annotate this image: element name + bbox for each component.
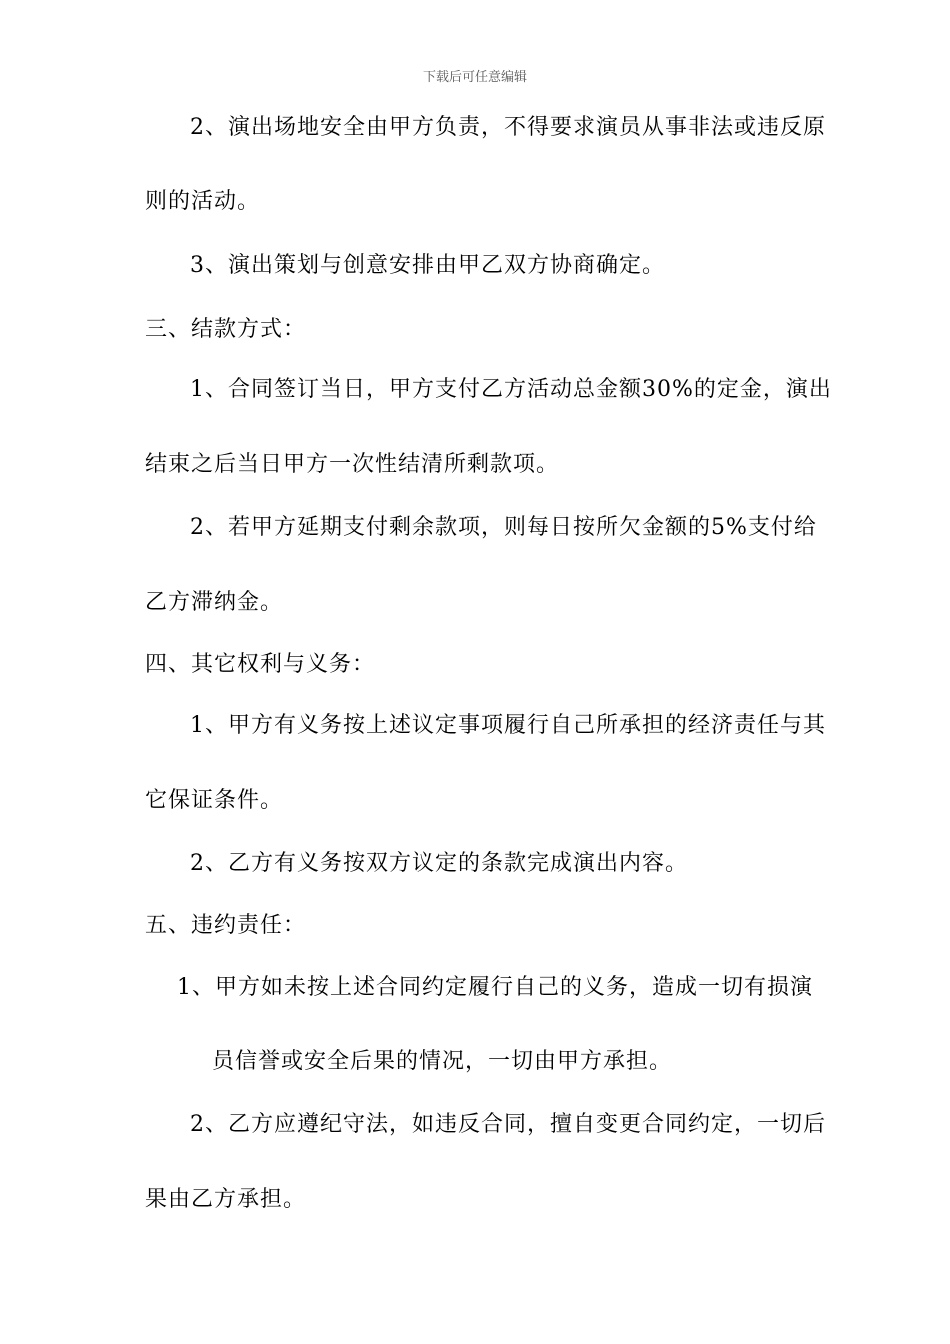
- liability-clause-2-line-1: 2、乙方应遵纪守法，如违反合同，擅自变更合同约定，一切后: [190, 1112, 826, 1137]
- payment-clause-1-line-2: 结束之后当日甲方一次性结清所剩款项。: [145, 452, 560, 477]
- section-heading-liability: 五、违约责任：: [145, 913, 307, 938]
- section-heading-rights: 四、其它权利与义务：: [145, 652, 376, 677]
- payment-clause-1-line-1: 1、合同签订当日，甲方支付乙方活动总金额30%的定金，演出: [190, 377, 832, 402]
- rights-clause-2: 2、乙方有义务按双方议定的条款完成演出内容。: [190, 851, 688, 876]
- payment-clause-2-line-1: 2、若甲方延期支付剩余款项，则每日按所欠金额的5%支付给: [190, 515, 817, 540]
- section-heading-payment: 三、结款方式：: [145, 317, 307, 342]
- liability-clause-1-line-1: 1、甲方如未按上述合同约定履行自己的义务，造成一切有损演: [177, 975, 813, 1000]
- rights-clause-1-line-1: 1、甲方有义务按上述议定事项履行自己所承担的经济责任与其: [190, 713, 826, 738]
- page-header-note: 下载后可任意编辑: [422, 70, 527, 85]
- clause-2-venue-safety-line-2: 则的活动。: [145, 189, 261, 214]
- rights-clause-1-line-2: 它保证条件。: [145, 788, 284, 813]
- clause-3-planning: 3、演出策划与创意安排由甲乙双方协商确定。: [190, 253, 665, 278]
- liability-clause-1-line-2: 员信誉或安全后果的情况，一切由甲方承担。: [212, 1049, 673, 1074]
- clause-2-venue-safety-line-1: 2、演出场地安全由甲方负责，不得要求演员从事非法或违反原: [190, 115, 826, 140]
- liability-clause-2-line-2: 果由乙方承担。: [145, 1187, 307, 1212]
- payment-clause-2-line-2: 乙方滞纳金。: [145, 590, 284, 615]
